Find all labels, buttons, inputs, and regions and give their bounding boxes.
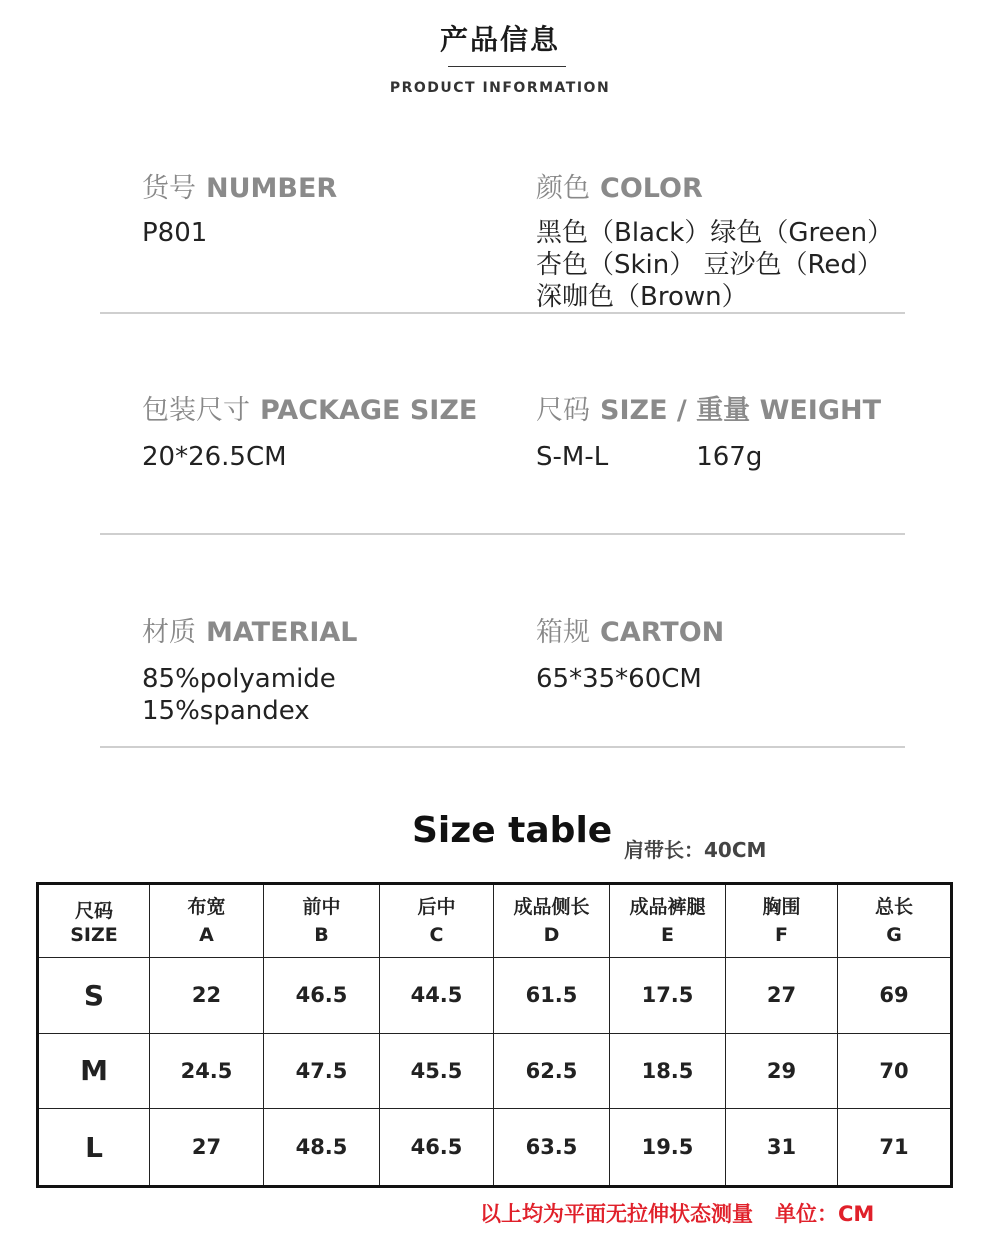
header-size: 尺码 SIZE [38,884,150,958]
header-d: 成品侧长 D [494,884,610,958]
color-line-1: 黑色（Black）绿色（Green） [536,218,894,248]
color-label: 颜色 COLOR [536,173,703,204]
divider [100,312,905,314]
divider [100,533,905,535]
measurement-footnote [480,1198,874,1228]
carton-block [536,610,724,695]
header-b: 前中 B [264,884,380,958]
size-cell: L [38,1109,150,1187]
size-table [36,882,953,1188]
table-row [38,1109,952,1187]
footnote-unit: 单位：CM [775,1202,875,1226]
material-label: 材质 MATERIAL [142,617,358,648]
weight-value: 167g [696,442,763,472]
color-block [536,166,893,313]
header-c: 后中 C [380,884,494,958]
table-cell: 69 [838,958,952,1034]
size-cell: M [38,1033,150,1109]
table-header-row [38,884,952,958]
color-line-2: 杏色（Skin） 豆沙色（Red） [536,250,883,280]
package-label: 包装尺寸 PACKAGE SIZE [142,395,478,426]
table-row [38,958,952,1034]
table-cell: 44.5 [380,958,494,1034]
material-line-2: 15%spandex [142,696,310,726]
size-weight-value [536,441,881,473]
table-cell: 27 [150,1109,264,1187]
carton-value: 65*35*60CM [536,664,702,694]
table-cell: 71 [838,1109,952,1187]
footnote-text: 以上均为平面无拉伸状态测量 [480,1202,753,1226]
package-block [142,388,477,473]
divider [100,746,905,748]
table-cell: 61.5 [494,958,610,1034]
table-cell: 70 [838,1033,952,1109]
table-cell: 24.5 [150,1033,264,1109]
page-title: 产品信息 [439,23,560,56]
package-value: 20*26.5CM [142,442,287,472]
carton-label: 箱规 CARTON [536,617,725,648]
table-row [38,1033,952,1109]
number-block [142,166,337,249]
table-cell: 63.5 [494,1109,610,1187]
table-cell: 27 [726,958,838,1034]
header [0,0,1000,110]
table-cell: 17.5 [610,958,726,1034]
number-value: P801 [142,218,208,248]
table-cell: 48.5 [264,1109,380,1187]
size-table-title: Size table [412,810,613,851]
table-cell: 31 [726,1109,838,1187]
table-cell: 46.5 [264,958,380,1034]
table-cell: 22 [150,958,264,1034]
number-label: 货号 NUMBER [142,173,338,204]
table-cell: 47.5 [264,1033,380,1109]
header-a: 布宽 A [150,884,264,958]
material-block [142,610,357,727]
size-cell: S [38,958,150,1034]
table-cell: 19.5 [610,1109,726,1187]
table-cell: 29 [726,1033,838,1109]
header-f: 胸围 F [726,884,838,958]
header-g: 总长 G [838,884,952,958]
material-line-1: 85%polyamide [142,664,336,694]
table-cell: 18.5 [610,1033,726,1109]
page-subtitle: PRODUCT INFORMATION [389,80,611,96]
table-cell: 46.5 [380,1109,494,1187]
size-value: S-M-L [536,442,609,472]
size-weight-block [536,388,881,473]
color-line-3: 深咖色（Brown） [536,282,748,312]
table-cell: 45.5 [380,1033,494,1109]
title-underline [448,66,566,67]
table-cell: 62.5 [494,1033,610,1109]
strap-length-note: 肩带长：40CM [624,838,767,862]
size-weight-label: 尺码 SIZE / 重量 WEIGHT [536,395,882,426]
header-e: 成品裤腿 E [610,884,726,958]
